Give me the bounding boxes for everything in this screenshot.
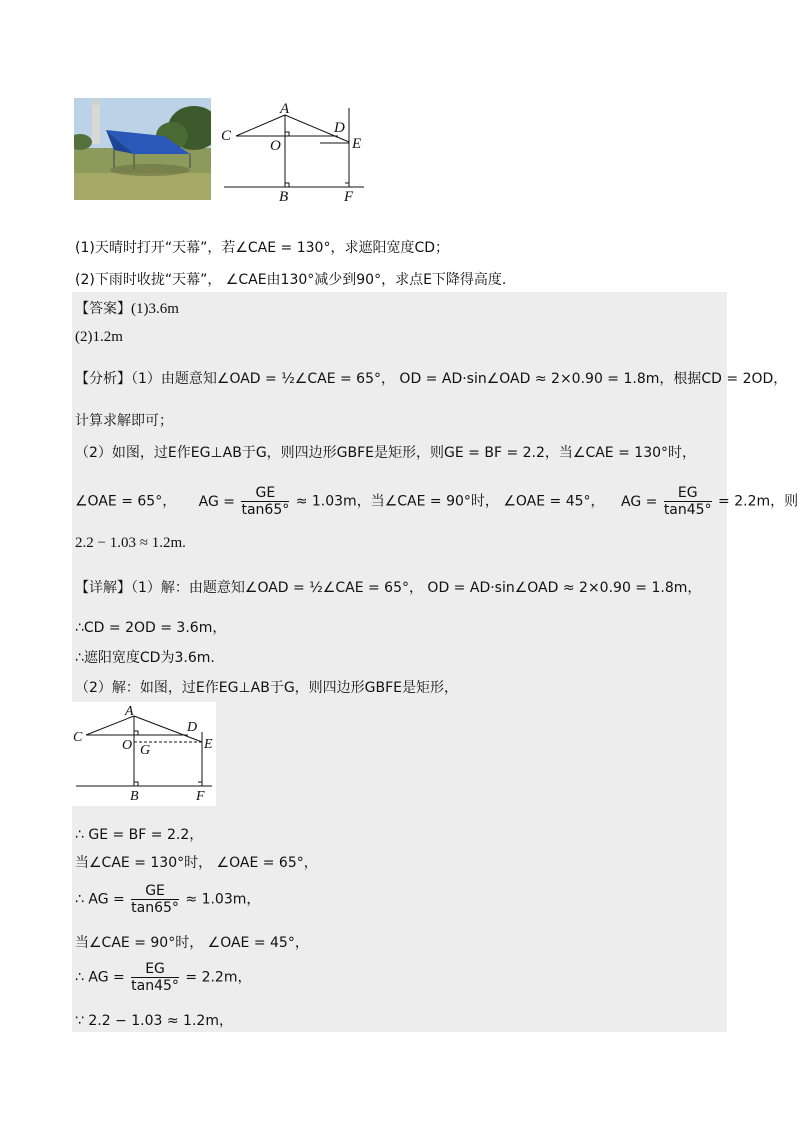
analysis-ag: AG =	[198, 493, 236, 510]
analysis-line-3: （2）如图，过E作EG⊥AB于G，则四边形GBFE是矩形，则GE = BF = 2.2，当∠CAE = 130°时，	[75, 445, 697, 461]
detail-line-1	[75, 577, 701, 597]
detail-text-1: （1）解：由题意知∠OAD = ½∠CAE = 65°， OD = AD·sin∠OAD ≈ 2×0.90 = 1.8m，	[131, 580, 702, 596]
analysis-oae: ∠OAE = 65°，	[75, 493, 177, 510]
analysis-line-1	[75, 368, 787, 388]
detail-line-2: ∴CD = 2OD = 3.6m，	[75, 620, 227, 636]
fraction-denominator: tan65°	[131, 900, 179, 916]
analysis-text-1: （1）由题意知∠OAD = ½∠CAE = 65°， OD = AD·sin∠OAD ≈ 2×0.90 = 1.8m，根据CD = 2OD，	[131, 371, 788, 387]
answer-2: (2)1.2m	[75, 329, 123, 345]
detail-line-7	[75, 883, 260, 916]
label-B: B	[130, 789, 139, 802]
fraction-eg-tan45	[131, 961, 179, 994]
detail-approx: ≈ 1.03m，	[185, 891, 261, 908]
fraction-eg-tan45	[664, 485, 712, 518]
fraction-numerator: EG	[131, 961, 179, 978]
detail-ag2: ∴ AG =	[75, 969, 125, 986]
geometry-diagram-1	[218, 98, 368, 210]
analysis-line-5: 2.2 − 1.03 ≈ 1.2m.	[75, 535, 186, 551]
answer-label: 【答案】	[75, 301, 131, 317]
fraction-denominator: tan45°	[663, 502, 712, 518]
detail-line-4: （2）解：如图，过E作EG⊥AB于G，则四边形GBFE是矩形，	[75, 680, 459, 696]
fraction-ge-tan65	[241, 485, 289, 518]
answer-line-1	[75, 298, 179, 318]
label-B: B	[279, 189, 289, 205]
fraction-numerator: EG	[664, 485, 712, 502]
fraction-numerator: GE	[241, 485, 289, 502]
label-C: C	[221, 128, 232, 144]
label-A: A	[280, 101, 290, 117]
label-F: F	[196, 789, 205, 802]
question-1: (1)天晴时打开“天幕”，若∠CAE = 130°，求遮阳宽度CD；	[75, 240, 449, 256]
detail-line-10: ∵ 2.2 − 1.03 ≈ 1.2m，	[75, 1013, 233, 1029]
label-E: E	[352, 136, 362, 152]
detail-line-9	[75, 961, 251, 994]
fraction-denominator: tan45°	[131, 978, 179, 994]
label-C: C	[73, 730, 83, 745]
detail-line-3: ∴遮阳宽度CD为3.6m.	[75, 650, 215, 666]
fraction-numerator: GE	[131, 883, 179, 900]
label-O: O	[270, 138, 281, 154]
detail-line-6: 当∠CAE = 130°时， ∠OAE = 65°，	[75, 855, 318, 871]
detail-line-8: 当∠CAE = 90°时， ∠OAE = 45°，	[75, 935, 309, 951]
detail-line-5: ∴ GE = BF = 2.2，	[75, 827, 204, 843]
detail-result: = 2.2m，	[185, 969, 252, 986]
label-A: A	[125, 704, 134, 719]
analysis-approx: ≈ 1.03m，当∠CAE = 90°时， ∠OAE = 45°，	[295, 493, 605, 510]
fraction-ge-tan65	[131, 883, 179, 916]
question-2: (2)下雨时收拢“天幕”， ∠CAE由130°减少到90°，求点E下降得高度.	[75, 272, 507, 288]
label-G: G	[140, 743, 151, 758]
analysis-result: = 2.2m，则	[718, 493, 799, 510]
geometry-diagram-2	[72, 702, 216, 806]
detail-label: 【详解】	[75, 580, 131, 596]
fraction-denominator: tan65°	[241, 502, 290, 518]
label-D: D	[334, 120, 345, 136]
label-E: E	[204, 737, 213, 752]
analysis-ag2: AG =	[620, 493, 658, 510]
answer-1: (1)3.6m	[131, 301, 179, 317]
analysis-label: 【分析】	[75, 371, 131, 387]
label-F: F	[344, 189, 354, 205]
analysis-line-2: 计算求解即可；	[75, 413, 173, 429]
label-D: D	[187, 720, 198, 735]
label-O: O	[122, 738, 133, 753]
detail-ag: ∴ AG =	[75, 891, 125, 908]
tent-photo	[74, 98, 211, 200]
analysis-line-4	[75, 485, 798, 518]
